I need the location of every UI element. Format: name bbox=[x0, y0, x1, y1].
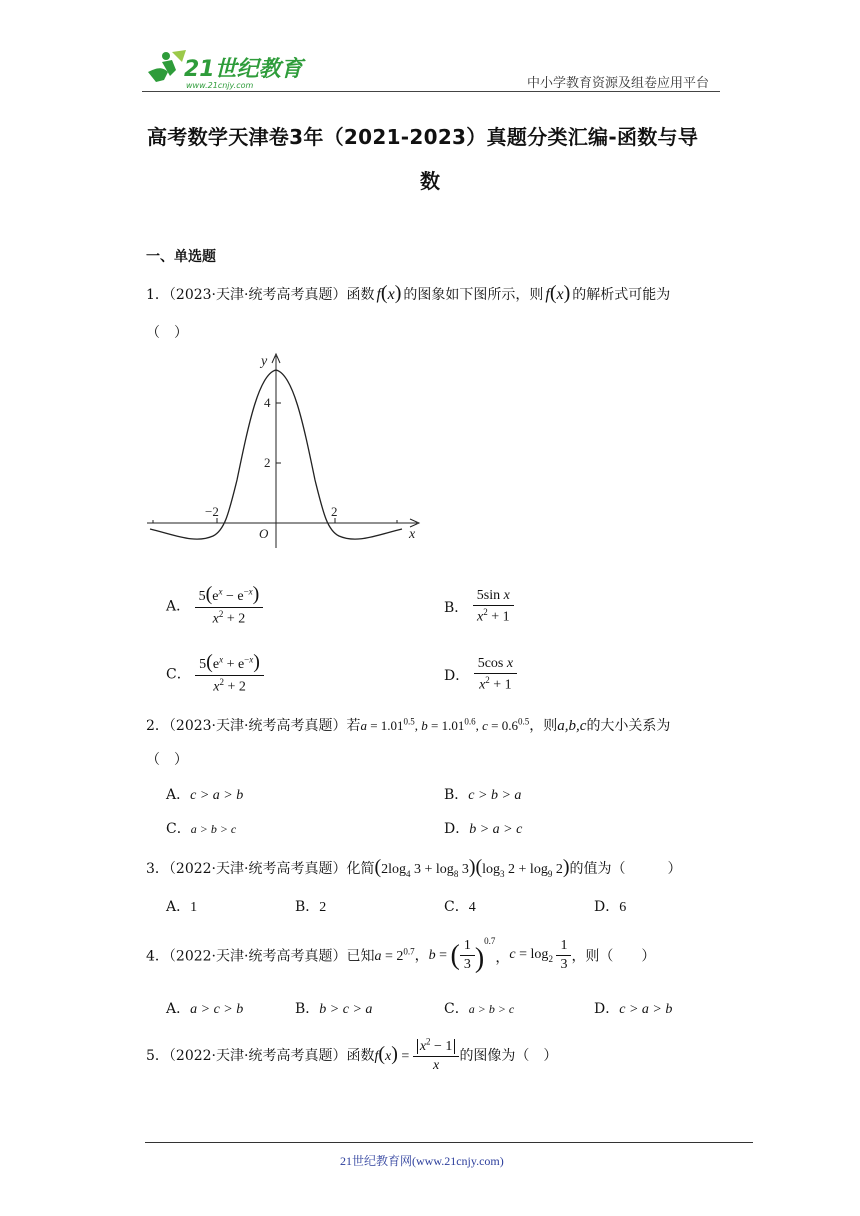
question-4-stem: 4．（2022·天津·统考高考真题）已知$a = 2^{0.7}$，b = ( $\frac{1}{3}$ )$^{0.7}$，$c = \log_2$ $\frac{1}{3}$ ，则（ ） bbox=[146, 936, 656, 974]
q1-option-b[interactable]: B． $\frac{\text{5sin x}}{x^2 + 1}$ bbox=[444, 588, 514, 626]
footer-divider bbox=[145, 1142, 753, 1143]
question-3-stem: 3．（2022·天津·统考高考真题）化简($2\log_4$ $3 + \log_8 3)(\log_3$ $2 + \log_9 2$)的值为（ ） bbox=[146, 856, 682, 879]
question-5-stem: 5．（2022·天津·统考高考真题）函数f(x) = $\frac{x^2 - 1}{x}$ 的图像为（ ） bbox=[146, 1036, 558, 1073]
q4-option-a[interactable]: A．a > c > b bbox=[166, 1001, 244, 1017]
q2-option-b[interactable]: B．c > b > a bbox=[444, 787, 522, 803]
q2-option-c[interactable]: C．a > b > c bbox=[166, 821, 237, 837]
header-divider bbox=[142, 91, 720, 92]
x-tick-2: 2 bbox=[331, 504, 338, 519]
question-2-stem: 2．（2023·天津·统考高考真题）若$a = 1.01^{0.5}$, $b = 1.01^{0.6}$, $c = 0.6^{0.5}$，则a,b,c的大小关系为 bbox=[146, 716, 671, 734]
question-1-paren: （ ） bbox=[146, 325, 188, 341]
q2-option-a[interactable]: A．c > a > b bbox=[166, 787, 244, 803]
origin-label: O bbox=[259, 526, 269, 541]
page-title-line1: 高考数学天津卷3年（2021-2023）真题分类汇编-函数与导 bbox=[147, 125, 699, 149]
logo-text: 21世纪教育 bbox=[184, 57, 303, 82]
y-tick-2: 2 bbox=[264, 455, 271, 470]
section-heading: 一、单选题 bbox=[146, 249, 216, 265]
q1-function-graph bbox=[145, 352, 425, 548]
x-axis-label: x bbox=[409, 527, 416, 542]
q3-option-c[interactable]: C．4 bbox=[444, 899, 476, 915]
q3-option-b[interactable]: B．2 bbox=[295, 899, 327, 915]
q2-option-d[interactable]: D．b > a > c bbox=[444, 821, 523, 837]
q1-option-c[interactable]: C． $\frac{5(e^x + e^{-x})}{x^2 + 2}$ bbox=[166, 651, 264, 696]
q3-option-d[interactable]: D．6 bbox=[594, 899, 627, 915]
site-logo bbox=[142, 46, 312, 92]
q4-option-c[interactable]: C．a > b > c bbox=[444, 1001, 515, 1017]
y-tick-4: 4 bbox=[264, 395, 271, 410]
question-1-stem: 1．（2023·天津·统考高考真题）函数 f(x) 的图象如下图所示，则 f(x) 的解析式可能为 bbox=[146, 282, 671, 304]
page-title-line2: 数 bbox=[420, 169, 440, 193]
q1-option-a[interactable]: A． $\frac{5(e^x - e^{-x})}{x^2 + 2}$ bbox=[166, 583, 263, 628]
footer-link[interactable]: 21世纪教育网(www.21cnjy.com) bbox=[340, 1154, 504, 1168]
q1-option-d[interactable]: D． $\frac{\text{5cos x}}{x^2 + 1}$ bbox=[444, 656, 517, 694]
platform-name: 中小学教育资源及组卷应用平台 bbox=[527, 76, 710, 91]
q4-option-b[interactable]: B．b > c > a bbox=[295, 1001, 373, 1017]
x-tick-neg2: −2 bbox=[205, 504, 219, 519]
y-axis-label: y bbox=[261, 354, 268, 369]
q3-option-a[interactable]: A．1 bbox=[166, 899, 198, 915]
q4-option-d[interactable]: D．c > a > b bbox=[594, 1001, 673, 1017]
question-2-paren: （ ） bbox=[146, 752, 188, 768]
logo-url: www.21cnjy.com bbox=[186, 81, 254, 90]
